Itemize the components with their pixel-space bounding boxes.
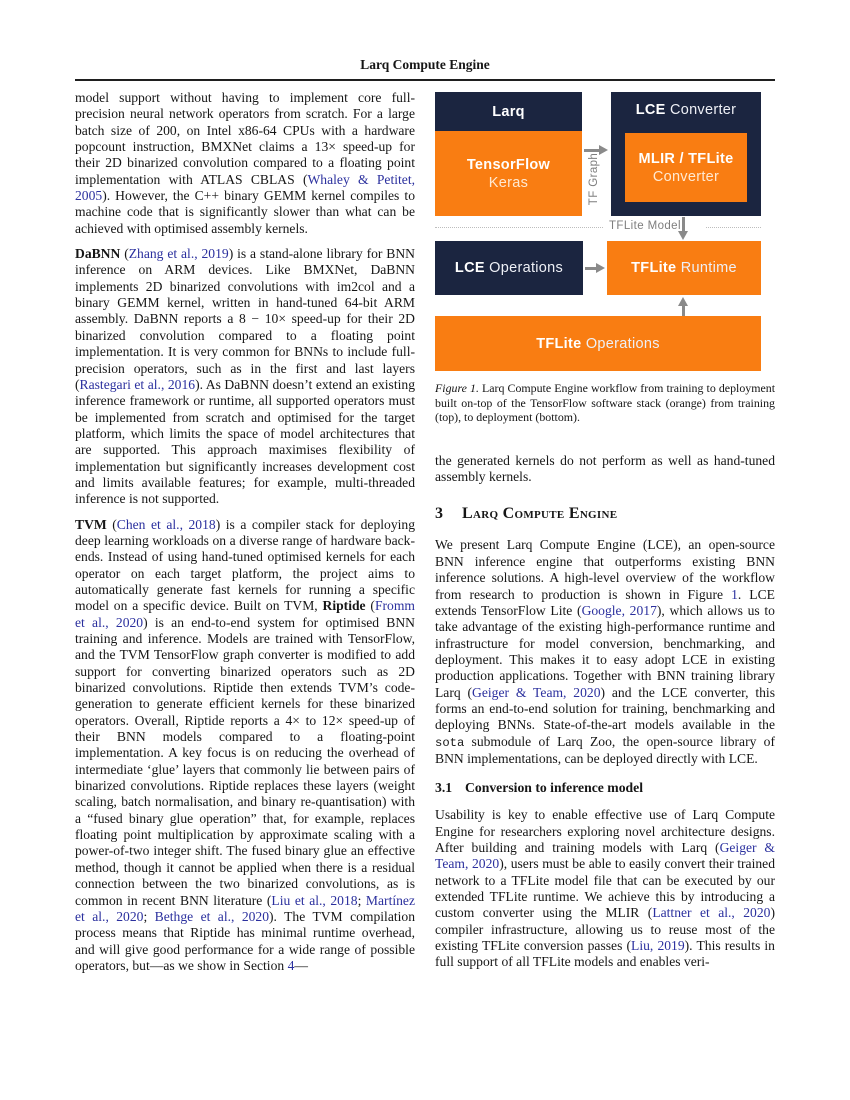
text-run: sota xyxy=(435,735,465,750)
text-run: We present Larq Compute Engine (LCE), an open-source BNN inference engine that outperforms existing BNN inference solutions. A high-level overview of the workflow from research to production is shown in Figure xyxy=(435,537,775,602)
tensorflow-label: TensorFlow xyxy=(466,156,551,173)
text-run: Usability is key to enable effective use of Larq Compute Engine for researchers exploring novel architecture designs. After building and training models with Larq ( xyxy=(435,807,775,855)
text-run: . LCE extends TensorFlow Lite ( xyxy=(435,586,775,618)
page-content xyxy=(75,0,775,983)
text-run: — xyxy=(294,957,308,973)
train-deploy-divider xyxy=(435,227,761,228)
citation-link[interactable]: Liu, 2019 xyxy=(631,938,685,954)
text-run: model support without having to implement core full-precision neural network operators from scratch. For a large batch size of 200, on Intel x86-64 CPUs with a hardware popcount instruction, BMXNet claims a 13× speed-up for their 2D binarized convolution compared to a floating point implementation with ATLAS CBLAS ( xyxy=(75,90,415,187)
citation-link[interactable]: Lattner et al., 2020 xyxy=(652,905,771,921)
figure-box-lce-converter xyxy=(611,92,761,216)
text-run: ( xyxy=(106,516,117,532)
citation-link[interactable]: Liu et al., 2018 xyxy=(271,892,358,908)
figure-box-tflite-runtime xyxy=(607,241,761,295)
figure-1-caption xyxy=(435,381,775,425)
section-heading-3 xyxy=(435,505,775,523)
inner-converter-label: Converter xyxy=(652,168,720,185)
lce-ops-arrow-head xyxy=(596,263,605,273)
text-run: the generated kernels do not perform as well as hand-tuned assembly kernels. xyxy=(435,452,775,485)
tflite-ops-arrow-line xyxy=(682,305,685,316)
citation-link[interactable]: Geiger & Team, 2020 xyxy=(435,839,775,872)
runtime-bold-label: TFLite xyxy=(631,260,677,276)
text-run: Larq Compute Engine workflow from training to deployment built on-top of the TensorFlow software stack (orange) from training (top), to deployment (bottom). xyxy=(435,381,775,425)
text-run: DaBNN xyxy=(75,246,121,262)
paragraph-bmxnet-continued xyxy=(75,90,415,237)
header-rule xyxy=(75,79,775,81)
lce-label: LCE xyxy=(635,102,666,118)
left-column xyxy=(75,90,415,983)
larq-label: Larq xyxy=(492,103,525,120)
text-run: ). However, the C++ binary GEMM kernel compiles to machine code that is significantly slower than what can be achieved with optimised assembly kernels. xyxy=(75,188,415,236)
citation-link[interactable]: Fromm et al., 2020 xyxy=(75,598,415,630)
tflite-model-label: TFLite Model xyxy=(603,220,705,232)
tflite-ops-rest-label: Operations xyxy=(585,335,660,352)
section-title: Larq Compute Engine xyxy=(462,505,618,523)
text-run: ). As DaBNN doesn’t extend an existing inference framework or runtime, all supported operators must be implemented from scratch and optimised for the target platform, which limits the space of model architectures that are supported. This approach maximises flexibility of implementation but significantly increases development cost and limits available features; for example, multi-threaded inference is not supported. xyxy=(75,376,415,507)
figure-1-diagram xyxy=(435,92,761,371)
paragraph-dabnn xyxy=(75,246,415,508)
figure-1 xyxy=(435,92,775,425)
text-run: ( xyxy=(365,598,375,614)
right-column xyxy=(435,90,775,983)
text-run: submodule of Larq Zoo, the open-source library of BNN implementations, can be deployed directly with LCE. xyxy=(435,733,775,766)
text-run: TVM xyxy=(75,516,107,532)
citation-link[interactable]: 4 xyxy=(287,957,295,973)
text-run: ; xyxy=(143,908,155,924)
runtime-rest-label: Runtime xyxy=(680,260,737,276)
subsection-title: Conversion to inference model xyxy=(465,780,644,796)
text-run: ), users must be able to easily convert their trained network to a TFLite model file that can be executed by our extended TFLite runtime. We achieve this by introducing a custom converter using the MLIR ( xyxy=(435,856,775,921)
text-run: ), which allows us to take advantage of the existing high-performance runtime and infrastructure for model conversion, benchmarking, and deployment. This makes it to easy adopt LCE in existing production applications. Together with BNN training library Larq ( xyxy=(435,602,775,700)
text-run: ) and the LCE converter, this forms an end-to-end solution for training, benchmarking and deploying BNNs. State-of-the-art models available in the xyxy=(435,684,776,733)
lce-ops-bold-label: LCE xyxy=(454,260,485,276)
citation-link[interactable]: Rastegari et al., 2016 xyxy=(79,376,196,392)
subsection-heading-3-1 xyxy=(435,780,775,796)
paragraph-lce-overview xyxy=(435,537,775,767)
figure-box-lce-operations xyxy=(435,241,583,295)
keras-label: Keras xyxy=(488,174,529,191)
tf-graph-arrow-head xyxy=(599,145,608,155)
paragraph-conversion xyxy=(435,807,775,970)
text-run: ; xyxy=(357,892,366,908)
text-run: ) is a stand-alone library for BNN inference on ARM devices. Like BMXNet, DaBNN implements 2D binarized convolutions with im2col and a binary GEMM kernel, written in hand-tuned 64-bit ARM assembly. DaBNN reports a 8 − 10× speed-up for their 2D binarized convolution compared to a floating point implementation. It is very common for BNNs to include full-precision operators, such as in the first and last layers ( xyxy=(75,246,415,392)
mlir-tflite-label: MLIR / TFLite xyxy=(638,150,734,167)
tflite-ops-bold-label: TFLite xyxy=(536,335,582,352)
subsection-number: 3.1 xyxy=(435,780,453,796)
tf-graph-label: TF Graph xyxy=(588,152,600,206)
figure-box-tensorflow-keras xyxy=(435,131,582,216)
text-run: Figure 1. xyxy=(435,381,479,395)
running-title: Larq Compute Engine xyxy=(360,57,490,72)
converter-label: Converter xyxy=(669,102,737,118)
citation-link[interactable]: Bethge et al., 2020 xyxy=(154,908,270,924)
text-run: ). The TVM compilation process means that Riptide has minimal runtime overhead, and will give good performance for a wide range of possible operators, but—as we show in Section xyxy=(75,908,415,973)
text-run: ( xyxy=(120,246,129,262)
figure-box-tflite-operations xyxy=(435,316,761,371)
two-column-layout xyxy=(75,90,775,983)
citation-link[interactable]: 1 xyxy=(731,586,738,602)
tflite-model-arrow-head xyxy=(678,231,688,240)
text-run: ) is a compiler stack for deploying deep learning workloads on a diverse range of hardware back-ends. Instead of using hand-tuned optimised kernels for each operator on each target platform, the project aims to automatically generate fast kernels for running a specific model on a specific device. Built on TVM, xyxy=(75,516,415,614)
text-run: Riptide xyxy=(322,598,366,614)
lce-converter-title xyxy=(611,102,761,118)
citation-link[interactable]: Zhang et al., 2019 xyxy=(128,246,229,262)
text-run: ) is an end-to-end system for optimised BNN training and inference. Models are trained with TensorFlow, and the TVM TensorFlow graph converter is modified to add support for converting binarized operators such as 2D binarized convolutions. Riptide then extends TVM’s code-generation to generate efficient kernels for these binarized operators. Overall, Riptide reports a 4× to 12× speed-up of their BNN models compared to a floating-point implementation. A key focus is on reducing the overhead of intermediate ‘glue’ layers that commonly lie between pairs of binarized convolutions. Riptide replaces these layers (weight scaling, batch normalisation, and binary re-quantisation) with a “fused binary glue operation” that, for example, replaces floating point multiplication by approximate scaling with a power-of-two integer shift. The fused binary glue an effective method, though it cannot be applied when there is a residual connection between the two binarized convolutions, as is common in recent BNN literature ( xyxy=(75,614,416,908)
figure-box-mlir-tflite-converter xyxy=(625,133,747,202)
lce-ops-rest-label: Operations xyxy=(489,260,564,276)
paragraph-generated-kernels xyxy=(435,453,775,486)
paragraph-tvm xyxy=(75,517,415,975)
citation-link[interactable]: Chen et al., 2018 xyxy=(116,516,216,532)
figure-box-larq-header xyxy=(435,92,582,131)
citation-link[interactable]: Google, 2017 xyxy=(581,602,657,618)
citation-link[interactable]: Whaley & Petitet, 2005 xyxy=(75,171,415,204)
citation-link[interactable]: Geiger & Team, 2020 xyxy=(472,684,601,700)
section-number: 3 xyxy=(435,505,443,523)
text-run: ). This results in full support of all TFLite models and enables veri- xyxy=(435,938,775,970)
citation-link[interactable]: Martínez et al., 2020 xyxy=(75,892,415,924)
tflite-model-arrow-line xyxy=(682,217,685,232)
text-run: ) compiler infrastructure, allowing us to reuse most of the existing TFLite conversion passes ( xyxy=(435,905,775,954)
